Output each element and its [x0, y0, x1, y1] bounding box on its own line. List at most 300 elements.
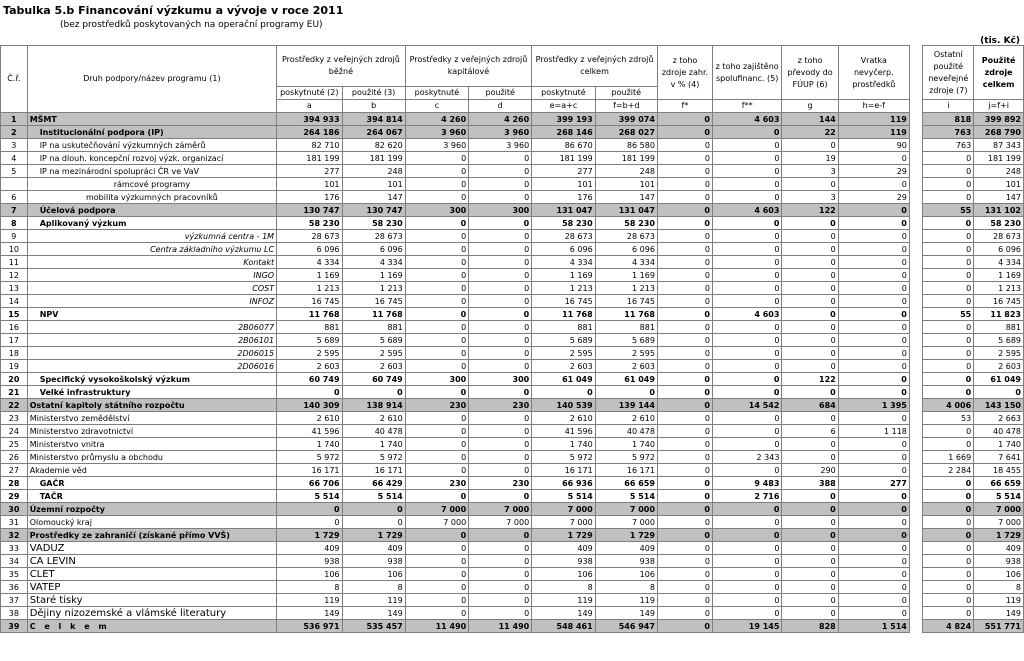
value-cell: 409 [277, 542, 342, 555]
value-cell: 181 199 [342, 152, 405, 165]
value-cell: 7 000 [469, 516, 532, 529]
value-cell: 2 595 [595, 347, 657, 360]
column-gap [909, 594, 923, 607]
value-cell: 66 429 [342, 477, 405, 490]
value-cell: 8 [532, 581, 595, 594]
value-cell: 0 [838, 490, 909, 503]
program-name: INGO [27, 269, 276, 282]
value-cell: 0 [838, 438, 909, 451]
value-cell: 881 [277, 321, 342, 334]
value-cell: 0 [838, 581, 909, 594]
row-number: 20 [1, 373, 28, 386]
value-cell: 268 790 [974, 126, 1024, 139]
value-cell: 938 [974, 555, 1024, 568]
value-cell: 0 [923, 555, 974, 568]
value-cell: 0 [469, 308, 532, 321]
value-cell: 0 [923, 581, 974, 594]
value-cell: 0 [657, 516, 712, 529]
value-cell: 1 740 [277, 438, 342, 451]
value-cell: 181 199 [595, 152, 657, 165]
value-cell: 0 [782, 438, 838, 451]
row-number: 39 [1, 620, 28, 633]
value-cell: 0 [838, 594, 909, 607]
row-number: 30 [1, 503, 28, 516]
value-cell: 409 [595, 542, 657, 555]
value-cell: 1 213 [974, 282, 1024, 295]
value-cell: 0 [405, 295, 468, 308]
value-cell: 86 580 [595, 139, 657, 152]
value-cell: 0 [923, 438, 974, 451]
value-cell: 0 [405, 178, 468, 191]
value-cell: 0 [657, 581, 712, 594]
value-cell: 66 659 [595, 477, 657, 490]
value-cell: 0 [657, 386, 712, 399]
value-cell: 143 150 [974, 399, 1024, 412]
value-cell: 0 [712, 152, 781, 165]
value-cell: 28 673 [974, 230, 1024, 243]
value-cell: 300 [469, 204, 532, 217]
value-cell: 0 [923, 477, 974, 490]
value-cell: 3 960 [469, 126, 532, 139]
value-cell: 0 [657, 594, 712, 607]
value-cell: 264 067 [342, 126, 405, 139]
value-cell: 0 [712, 412, 781, 425]
column-gap [909, 113, 923, 126]
value-cell: 1 729 [277, 529, 342, 542]
value-cell: 0 [657, 607, 712, 620]
value-cell: 0 [838, 308, 909, 321]
value-cell: 0 [469, 321, 532, 334]
row-number: 5 [1, 165, 28, 178]
program-name: Institucionální podpora (IP) [27, 126, 276, 139]
table-row [1, 412, 1024, 425]
value-cell: 5 689 [342, 334, 405, 347]
table-body [1, 113, 1024, 633]
column-gap [909, 334, 923, 347]
value-cell: 144 [782, 113, 838, 126]
column-gap [909, 477, 923, 490]
value-cell: 0 [469, 594, 532, 607]
value-cell: 0 [469, 191, 532, 204]
row-number: 26 [1, 451, 28, 464]
value-cell: 0 [838, 373, 909, 386]
value-cell: 2 343 [712, 451, 781, 464]
value-cell: 0 [782, 308, 838, 321]
header-fuup-transfer: z toho převody do FÚUP (6) [782, 46, 838, 100]
value-cell: 0 [782, 542, 838, 555]
value-cell: 2 663 [974, 412, 1024, 425]
table-row [1, 399, 1024, 412]
value-cell: 4 334 [974, 256, 1024, 269]
value-cell: 130 747 [342, 204, 405, 217]
value-cell: 101 [595, 178, 657, 191]
value-cell: 0 [838, 412, 909, 425]
table-row [1, 529, 1024, 542]
program-name: Ministerstvo vnitra [27, 438, 276, 451]
value-cell: 248 [342, 165, 405, 178]
value-cell: 546 947 [595, 620, 657, 633]
value-cell: 0 [469, 178, 532, 191]
value-cell: 0 [838, 295, 909, 308]
program-name: CLET [27, 568, 276, 581]
program-name: Staré tisky [27, 594, 276, 607]
value-cell: 938 [342, 555, 405, 568]
value-cell: 131 102 [974, 204, 1024, 217]
value-cell: 139 144 [595, 399, 657, 412]
value-cell: 119 [277, 594, 342, 607]
column-code: b [342, 100, 405, 113]
value-cell: 0 [838, 568, 909, 581]
row-number: 33 [1, 542, 28, 555]
table-row [1, 139, 1024, 152]
value-cell: 149 [532, 607, 595, 620]
row-number: 9 [1, 230, 28, 243]
value-cell: 0 [782, 594, 838, 607]
value-cell: 131 047 [532, 204, 595, 217]
table-row [1, 503, 1024, 516]
program-name: TAČR [27, 490, 276, 503]
value-cell: 230 [469, 399, 532, 412]
program-name: Účelová podpora [27, 204, 276, 217]
value-cell: 0 [712, 178, 781, 191]
value-cell: 58 230 [532, 217, 595, 230]
column-gap [909, 412, 923, 425]
table-row [1, 295, 1024, 308]
value-cell: 6 096 [974, 243, 1024, 256]
value-cell: 0 [405, 425, 468, 438]
financing-table [0, 45, 1024, 633]
value-cell: 181 199 [277, 152, 342, 165]
column-gap [909, 464, 923, 477]
value-cell: 0 [712, 347, 781, 360]
value-cell: 0 [782, 282, 838, 295]
value-cell: 0 [712, 191, 781, 204]
value-cell: 0 [782, 178, 838, 191]
value-cell: 0 [342, 503, 405, 516]
value-cell: 181 199 [532, 152, 595, 165]
value-cell: 0 [782, 529, 838, 542]
value-cell: 0 [782, 607, 838, 620]
value-cell: 8 [974, 581, 1024, 594]
value-cell: 0 [657, 282, 712, 295]
value-cell: 60 749 [277, 373, 342, 386]
row-number: 3 [1, 139, 28, 152]
value-cell: 399 892 [974, 113, 1024, 126]
value-cell: 0 [405, 581, 468, 594]
row-number: 23 [1, 412, 28, 425]
table-row [1, 243, 1024, 256]
value-cell: 0 [923, 321, 974, 334]
row-number: 13 [1, 282, 28, 295]
value-cell: 106 [277, 568, 342, 581]
value-cell: 0 [782, 139, 838, 152]
value-cell: 122 [782, 204, 838, 217]
value-cell: 248 [974, 165, 1024, 178]
value-cell: 3 [782, 191, 838, 204]
value-cell: 41 596 [277, 425, 342, 438]
value-cell: 58 230 [595, 217, 657, 230]
value-cell: 106 [595, 568, 657, 581]
value-cell: 0 [405, 529, 468, 542]
program-name: IP na dlouh. koncepční rozvoj výzk. organizací [27, 152, 276, 165]
value-cell: 2 610 [532, 412, 595, 425]
column-gap [909, 204, 923, 217]
row-number: 34 [1, 555, 28, 568]
value-cell: 0 [712, 373, 781, 386]
value-cell: 16 171 [277, 464, 342, 477]
value-cell: 1 213 [342, 282, 405, 295]
value-cell: 0 [469, 438, 532, 451]
row-number: 6 [1, 191, 28, 204]
column-gap [909, 386, 923, 399]
column-gap [909, 321, 923, 334]
value-cell: 106 [532, 568, 595, 581]
value-cell: 0 [838, 555, 909, 568]
value-cell: 0 [838, 178, 909, 191]
table-row [1, 178, 1024, 191]
value-cell: 119 [342, 594, 405, 607]
value-cell: 40 478 [595, 425, 657, 438]
value-cell: 0 [405, 594, 468, 607]
table-row [1, 516, 1024, 529]
row-number: 37 [1, 594, 28, 607]
value-cell: 0 [469, 295, 532, 308]
value-cell: 86 670 [532, 139, 595, 152]
value-cell: 119 [974, 594, 1024, 607]
value-cell: 58 230 [974, 217, 1024, 230]
value-cell: 55 [923, 204, 974, 217]
column-gap [909, 308, 923, 321]
value-cell: 0 [657, 269, 712, 282]
value-cell: 0 [712, 126, 781, 139]
program-name: Specifický vysokoškolský výzkum [27, 373, 276, 386]
header-used: použité [469, 87, 532, 100]
value-cell: 0 [469, 425, 532, 438]
value-cell: 16 745 [342, 295, 405, 308]
row-number: 25 [1, 438, 28, 451]
value-cell: 0 [469, 217, 532, 230]
value-cell: 11 823 [974, 308, 1024, 321]
header-provided: poskytnuté (2) [277, 87, 342, 100]
value-cell: 0 [712, 243, 781, 256]
value-cell: 3 [782, 165, 838, 178]
value-cell: 0 [595, 386, 657, 399]
value-cell: 0 [923, 568, 974, 581]
value-cell: 0 [712, 464, 781, 477]
header-cofinancing: z toho zajištěno spolufinanc. (5) [712, 46, 781, 100]
header-capital-funds: Prostředky z veřejných zdrojů kapitálové [405, 46, 531, 87]
value-cell: 0 [923, 152, 974, 165]
program-name: Olomoucký kraj [27, 516, 276, 529]
value-cell: 176 [532, 191, 595, 204]
column-code: a [277, 100, 342, 113]
value-cell: 0 [657, 113, 712, 126]
value-cell: 0 [712, 256, 781, 269]
value-cell: 0 [405, 542, 468, 555]
value-cell: 763 [923, 139, 974, 152]
value-cell: 4 006 [923, 399, 974, 412]
value-cell: 4 334 [595, 256, 657, 269]
value-cell: 1 740 [974, 438, 1024, 451]
table-row [1, 425, 1024, 438]
value-cell: 5 514 [532, 490, 595, 503]
table-row [1, 386, 1024, 399]
column-gap [909, 399, 923, 412]
value-cell: 0 [469, 360, 532, 373]
header-used-total: Použité zdroje celkem [974, 46, 1024, 100]
value-cell: 7 000 [974, 503, 1024, 516]
row-number: 8 [1, 217, 28, 230]
value-cell: 101 [342, 178, 405, 191]
row-number: 29 [1, 490, 28, 503]
table-title: Tabulka 5.b Financování výzkumu a vývoje v roce 2011 [3, 4, 344, 17]
value-cell: 130 747 [277, 204, 342, 217]
value-cell: 55 [923, 308, 974, 321]
value-cell: 0 [469, 243, 532, 256]
value-cell: 0 [923, 360, 974, 373]
row-number: 7 [1, 204, 28, 217]
value-cell: 90 [838, 139, 909, 152]
value-cell: 149 [595, 607, 657, 620]
value-cell: 9 483 [712, 477, 781, 490]
value-cell: 28 673 [342, 230, 405, 243]
value-cell: 0 [923, 230, 974, 243]
program-name: INFOZ [27, 295, 276, 308]
value-cell: 119 [838, 113, 909, 126]
header-other-sources: Ostatní použité neveřejné zdroje (7) [923, 46, 974, 100]
value-cell: 0 [657, 308, 712, 321]
value-cell: 938 [277, 555, 342, 568]
value-cell: 2 716 [712, 490, 781, 503]
value-cell: 0 [469, 451, 532, 464]
value-cell: 818 [923, 113, 974, 126]
value-cell: 5 972 [342, 451, 405, 464]
value-cell: 119 [838, 126, 909, 139]
value-cell: 0 [923, 347, 974, 360]
program-name: C e l k e m [27, 620, 276, 633]
value-cell: 29 [838, 165, 909, 178]
value-cell: 5 972 [595, 451, 657, 464]
value-cell: 5 689 [277, 334, 342, 347]
value-cell: 149 [277, 607, 342, 620]
value-cell: 16 171 [342, 464, 405, 477]
value-cell: 277 [838, 477, 909, 490]
value-cell: 0 [782, 581, 838, 594]
table-row [1, 230, 1024, 243]
column-gap [909, 230, 923, 243]
value-cell: 0 [712, 282, 781, 295]
header-used: použité (3) [342, 87, 405, 100]
value-cell: 0 [657, 412, 712, 425]
table-row [1, 269, 1024, 282]
column-gap [909, 425, 923, 438]
value-cell: 140 309 [277, 399, 342, 412]
header-current-funds: Prostředky z veřejných zdrojů běžné [277, 46, 406, 87]
table-row [1, 152, 1024, 165]
column-gap [909, 516, 923, 529]
value-cell: 0 [405, 256, 468, 269]
row-number: 19 [1, 360, 28, 373]
value-cell: 0 [712, 386, 781, 399]
table-row [1, 542, 1024, 555]
value-cell: 3 960 [469, 139, 532, 152]
value-cell: 2 284 [923, 464, 974, 477]
column-code: c [405, 100, 468, 113]
value-cell: 1 740 [595, 438, 657, 451]
value-cell: 6 096 [595, 243, 657, 256]
row-number: 35 [1, 568, 28, 581]
unit-label: (tis. Kč) [980, 36, 1020, 46]
column-gap [909, 568, 923, 581]
value-cell: 0 [838, 607, 909, 620]
value-cell: 66 659 [974, 477, 1024, 490]
table-row [1, 620, 1024, 633]
value-cell: 684 [782, 399, 838, 412]
value-cell: 0 [469, 347, 532, 360]
value-cell: 3 960 [405, 139, 468, 152]
row-number: 27 [1, 464, 28, 477]
value-cell: 16 171 [595, 464, 657, 477]
column-gap [909, 165, 923, 178]
value-cell: 0 [469, 256, 532, 269]
value-cell: 58 230 [342, 217, 405, 230]
value-cell: 0 [405, 269, 468, 282]
value-cell: 6 096 [532, 243, 595, 256]
value-cell: 0 [782, 555, 838, 568]
value-cell: 6 096 [342, 243, 405, 256]
row-number: 22 [1, 399, 28, 412]
value-cell: 277 [277, 165, 342, 178]
value-cell: 4 603 [712, 308, 781, 321]
value-cell: 0 [657, 438, 712, 451]
value-cell: 176 [277, 191, 342, 204]
value-cell: 0 [838, 282, 909, 295]
value-cell: 551 771 [974, 620, 1024, 633]
value-cell: 28 673 [277, 230, 342, 243]
value-cell: 11 768 [595, 308, 657, 321]
value-cell: 5 514 [342, 490, 405, 503]
program-name: 2B06077 [27, 321, 276, 334]
value-cell: 5 514 [595, 490, 657, 503]
value-cell: 0 [657, 464, 712, 477]
value-cell: 0 [712, 425, 781, 438]
column-gap [909, 191, 923, 204]
value-cell: 6 [782, 425, 838, 438]
value-cell: 0 [469, 568, 532, 581]
table-row [1, 607, 1024, 620]
table-row [1, 113, 1024, 126]
value-cell: 230 [469, 477, 532, 490]
value-cell: 230 [405, 477, 468, 490]
program-name: Ministerstvo průmyslu a obchodu [27, 451, 276, 464]
value-cell: 0 [712, 360, 781, 373]
value-cell: 1 729 [532, 529, 595, 542]
column-gap [909, 620, 923, 633]
value-cell: 16 745 [595, 295, 657, 308]
value-cell: 7 000 [532, 503, 595, 516]
value-cell: 16 745 [532, 295, 595, 308]
value-cell: 0 [782, 568, 838, 581]
value-cell: 138 914 [342, 399, 405, 412]
program-name: Kontakt [27, 256, 276, 269]
value-cell: 881 [595, 321, 657, 334]
value-cell: 0 [838, 321, 909, 334]
value-cell: 394 933 [277, 113, 342, 126]
value-cell: 1 169 [974, 269, 1024, 282]
row-number: 15 [1, 308, 28, 321]
value-cell: 0 [923, 386, 974, 399]
value-cell: 0 [712, 607, 781, 620]
